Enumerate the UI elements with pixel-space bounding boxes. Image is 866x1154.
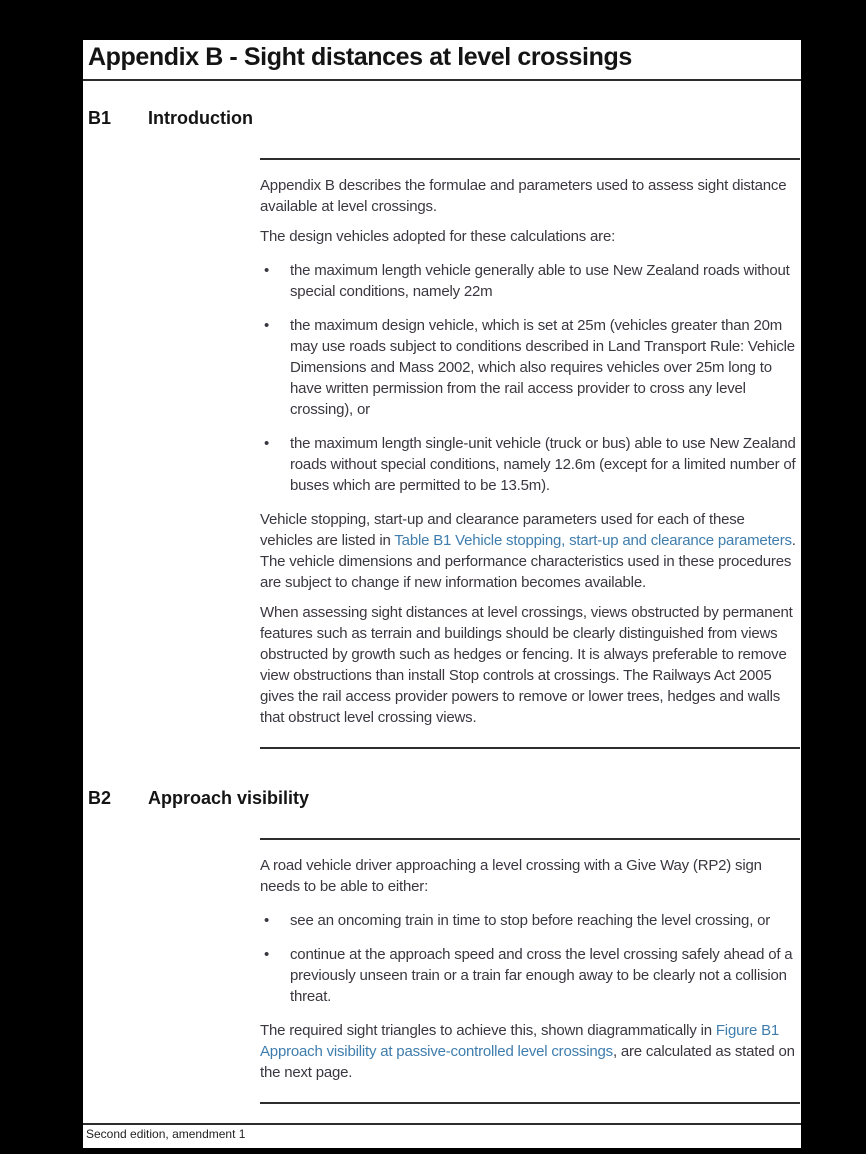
section-b2-content — [260, 838, 800, 1104]
section-b2-number: B2 — [88, 788, 112, 808]
paragraph — [260, 509, 800, 593]
document-page — [83, 40, 801, 1148]
paragraph-text: The required sight triangles to achieve this, shown diagrammatically in — [260, 1022, 716, 1039]
bullet-item — [260, 910, 800, 931]
paragraph — [260, 1020, 800, 1083]
section-b1-content — [260, 158, 800, 749]
bullet-text: the maximum length single-unit vehicle (truck or bus) able to use New Zealand roads without special conditions, namely 12.6m (except for a limited number of buses which are permitted to be 13.5m). — [290, 435, 796, 494]
page-title: Appendix B - Sight distances at level crossings — [83, 40, 801, 81]
bullet-icon: • — [264, 262, 270, 279]
section-b2 — [83, 788, 801, 1104]
paragraph-text: Vehicle stopping, start-up and clearance parameters used for each of these vehicles are listed in — [260, 511, 745, 549]
section-b1-heading: Introduction — [148, 108, 253, 128]
bullet-item — [260, 315, 800, 420]
edition-note: Second edition, amendment 1 — [86, 1127, 246, 1141]
bullet-text: the maximum length vehicle generally able to use New Zealand roads without special conditions, namely 22m — [290, 262, 790, 300]
paragraph-text: , are calculated as stated on the next page. — [260, 1043, 795, 1081]
section-b2-heading-row — [88, 788, 801, 809]
paragraph: A road vehicle driver approaching a level crossing with a Give Way (RP2) sign needs to be able to either: — [260, 857, 762, 895]
paragraph: The design vehicles adopted for these calculations are: — [260, 228, 616, 245]
bullet-item — [260, 433, 800, 496]
section-b1-heading-row — [88, 108, 801, 129]
bullet-text: see an oncoming train in time to stop before reaching the level crossing, or — [290, 912, 771, 929]
section-b2-heading: Approach visibility — [148, 788, 310, 808]
bullet-icon: • — [264, 435, 270, 452]
paragraph: When assessing sight distances at level crossings, views obstructed by permanent features such as terrain and buildings should be clearly distinguished from views obstructed by growth such as hedges or fencing. It is always preferable to remove view obstructions than install Stop controls at crossings. The Railways Act 2005 gives the rail access provider powers to remove or lower trees, hedges and walls that obstruct level crossing views. — [260, 604, 793, 726]
bullet-icon: • — [264, 912, 270, 929]
bullet-icon: • — [264, 317, 270, 334]
section-b1 — [83, 108, 801, 749]
bullet-text: continue at the approach speed and cross the level crossing safely ahead of a previously unseen train or a train far enough away to be clearly not a collision threat. — [290, 946, 793, 1005]
page-footer — [83, 1123, 801, 1143]
section-b1-number: B1 — [88, 108, 112, 128]
bullet-item — [260, 944, 800, 1007]
bullet-icon: • — [264, 946, 270, 963]
paragraph: Appendix B describes the formulae and parameters used to assess sight distance available at level crossings. — [260, 177, 787, 215]
bullet-item — [260, 260, 800, 302]
bullet-text: the maximum design vehicle, which is set at 25m (vehicles greater than 20m may use roads subject to conditions described in Land Transport Rule: Vehicle Dimensions and Mass 2002, which also requires vehicles over 25m long to have written permission from the rail access provider to cross any level crossing), or — [290, 317, 795, 418]
paragraph-text: . The vehicle dimensions and performance characteristics used in these procedures are subject to change if new information becomes available. — [260, 532, 796, 591]
table-b1-cross-reference-link[interactable]: Table B1 Vehicle stopping, start-up and clearance parameters — [394, 532, 792, 549]
figure-b1-cross-reference-link[interactable]: Figure B1 Approach visibility at passive-controlled level crossings — [260, 1022, 780, 1060]
